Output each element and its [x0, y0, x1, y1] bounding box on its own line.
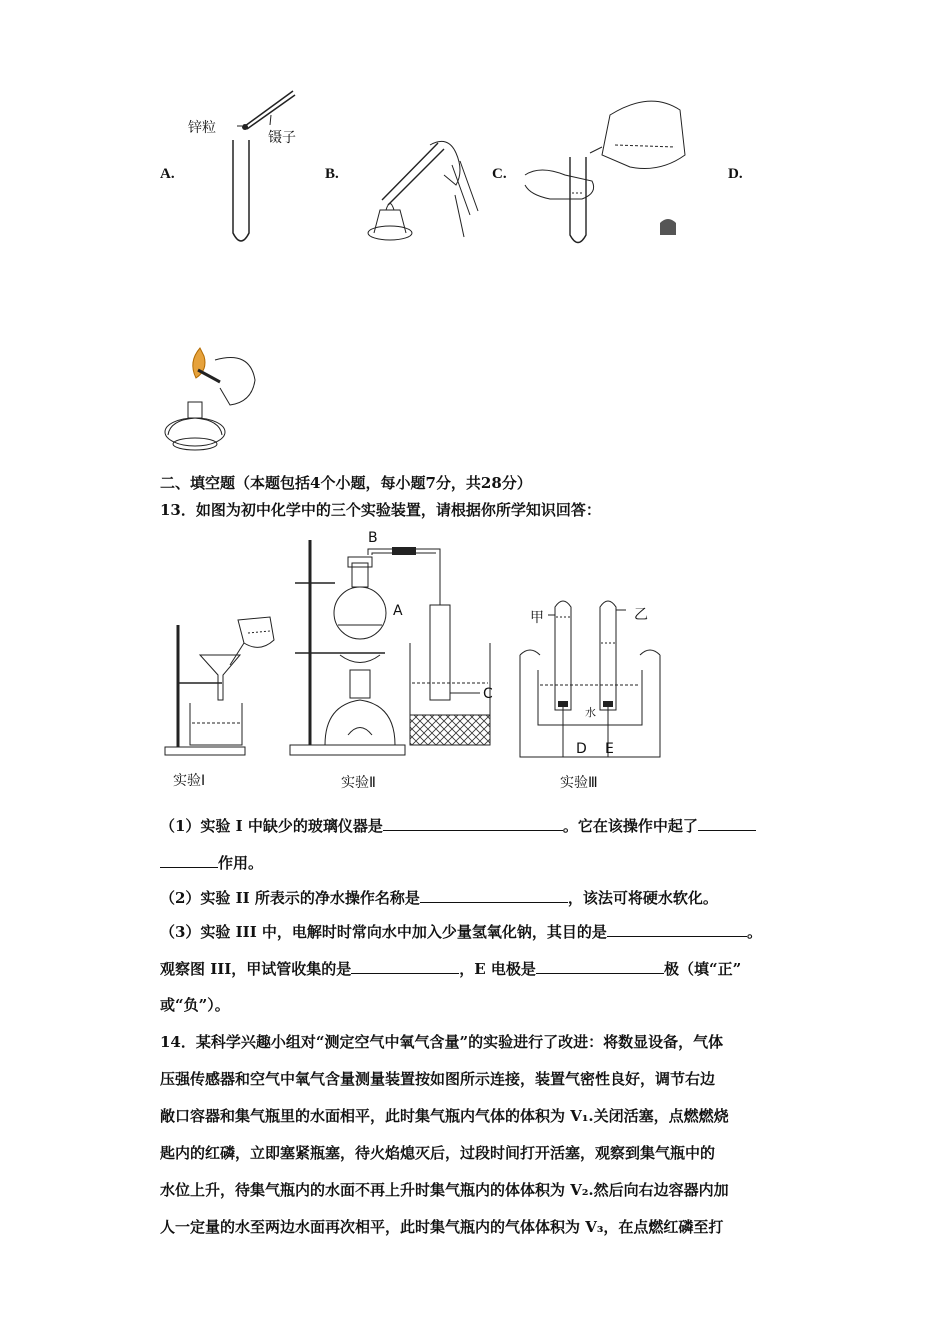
test-tube-tweezers-figure — [225, 85, 305, 250]
caption-exp3: 实验Ⅲ — [560, 775, 598, 791]
q13-part3-line1 — [160, 921, 762, 942]
option-a-label: A. — [160, 166, 175, 182]
q13-p3-blank2[interactable] — [351, 959, 459, 974]
zinc-granule-label: 锌粒 — [188, 120, 216, 136]
q13-part3-line3: 或“负”）。 — [160, 996, 230, 1014]
q13-p2-text-a: （2）实验 II 所表示的净水操作名称是 — [160, 889, 420, 907]
q14-line-3: 敞口容器和集气瓶里的水面相平，此时集气瓶内气体的体积为 V₁.关闭活塞，点燃燃烧 — [160, 1107, 729, 1125]
option-c-label: C. — [492, 166, 507, 182]
tweezers-label: 镊子 — [268, 130, 296, 146]
label-jia: 甲 — [530, 610, 544, 626]
q13-part1-line1 — [160, 815, 756, 836]
option-b-label: B. — [325, 166, 339, 182]
q14-line-2: 压强传感器和空气中氧气含量测量装置按如图所示连接，装置气密性良好，调节右边 — [160, 1070, 716, 1088]
q13-p1-blank2-cont[interactable] — [160, 853, 218, 868]
q13-p2-text-b: ，该法可将硬水软化。 — [567, 889, 718, 907]
q13-p2-blank[interactable] — [420, 888, 568, 903]
label-water: 水 — [585, 706, 596, 719]
label-yi: 乙 — [634, 607, 648, 623]
label-b: B — [368, 530, 378, 546]
q13-p3-text-a: （3）实验 III 中，电解时时常向水中加入少量氢氧化钠，其目的是 — [160, 923, 607, 941]
q14-line-1: 14．某科学兴趣小组对“测定空气中氧气含量”的实验进行了改进：将数显设备，气体 — [160, 1033, 724, 1051]
q13-p1-text-b: 。它在该操作中起了 — [562, 817, 698, 835]
section-heading: 二、填空题（本题包括4个小题，每小题7分，共28分） — [160, 474, 532, 492]
alcohol-lamp-lighting-figure — [160, 340, 270, 455]
q14-line-4: 匙内的红磷，立即塞紧瓶塞，待火焰熄灭后，过段时间打开活塞，观察到集气瓶中的 — [160, 1144, 716, 1162]
q13-p1-blank1[interactable] — [383, 816, 563, 831]
q13-p1-text-a: （1）实验 I 中缺少的玻璃仪器是 — [160, 817, 383, 835]
q13-p3-text-c: 观察图 III，甲试管收集的是 — [160, 960, 352, 978]
q13-p3-text-b: 。 — [746, 923, 762, 941]
label-a: A — [393, 603, 403, 619]
q13-part1-line2 — [160, 852, 263, 873]
q13-part3-line2 — [160, 958, 741, 979]
caption-exp1: 实验Ⅰ — [173, 773, 206, 789]
q13-p1-blank2[interactable] — [698, 816, 756, 831]
q13-p3-blank1[interactable] — [607, 922, 747, 937]
label-c: C — [483, 686, 493, 702]
q14-line-6: 人一定量的水至两边水面再次相平，此时集气瓶内的气体体积为 V₃，在点燃红磷至打 — [160, 1218, 724, 1236]
q13-p3-text-d: ，E 电极是 — [459, 960, 536, 978]
filtration-apparatus — [165, 617, 274, 755]
q13-p3-blank3[interactable] — [536, 959, 664, 974]
q14-line-5: 水位上升，待集气瓶内的水面不再上升时集气瓶内的体体积为 V₂.然后向右边容器内加 — [160, 1181, 729, 1199]
q13-p1-text-c: 作用。 — [218, 854, 264, 872]
q13-apparatus-figure — [160, 525, 670, 795]
heating-test-tube-figure — [360, 125, 485, 245]
q13-part2 — [160, 887, 718, 908]
option-d-label: D. — [728, 166, 743, 182]
q13-p3-text-e: 极（填“正” — [663, 960, 742, 978]
distillation-apparatus — [290, 540, 490, 755]
q13-stem: 13．如图为初中化学中的三个实验装置，请根据你所学知识回答： — [160, 501, 601, 519]
caption-exp2: 实验Ⅱ — [341, 775, 376, 791]
label-d: D — [576, 741, 587, 757]
pouring-liquid-figure — [520, 95, 690, 250]
label-e: E — [605, 741, 614, 757]
